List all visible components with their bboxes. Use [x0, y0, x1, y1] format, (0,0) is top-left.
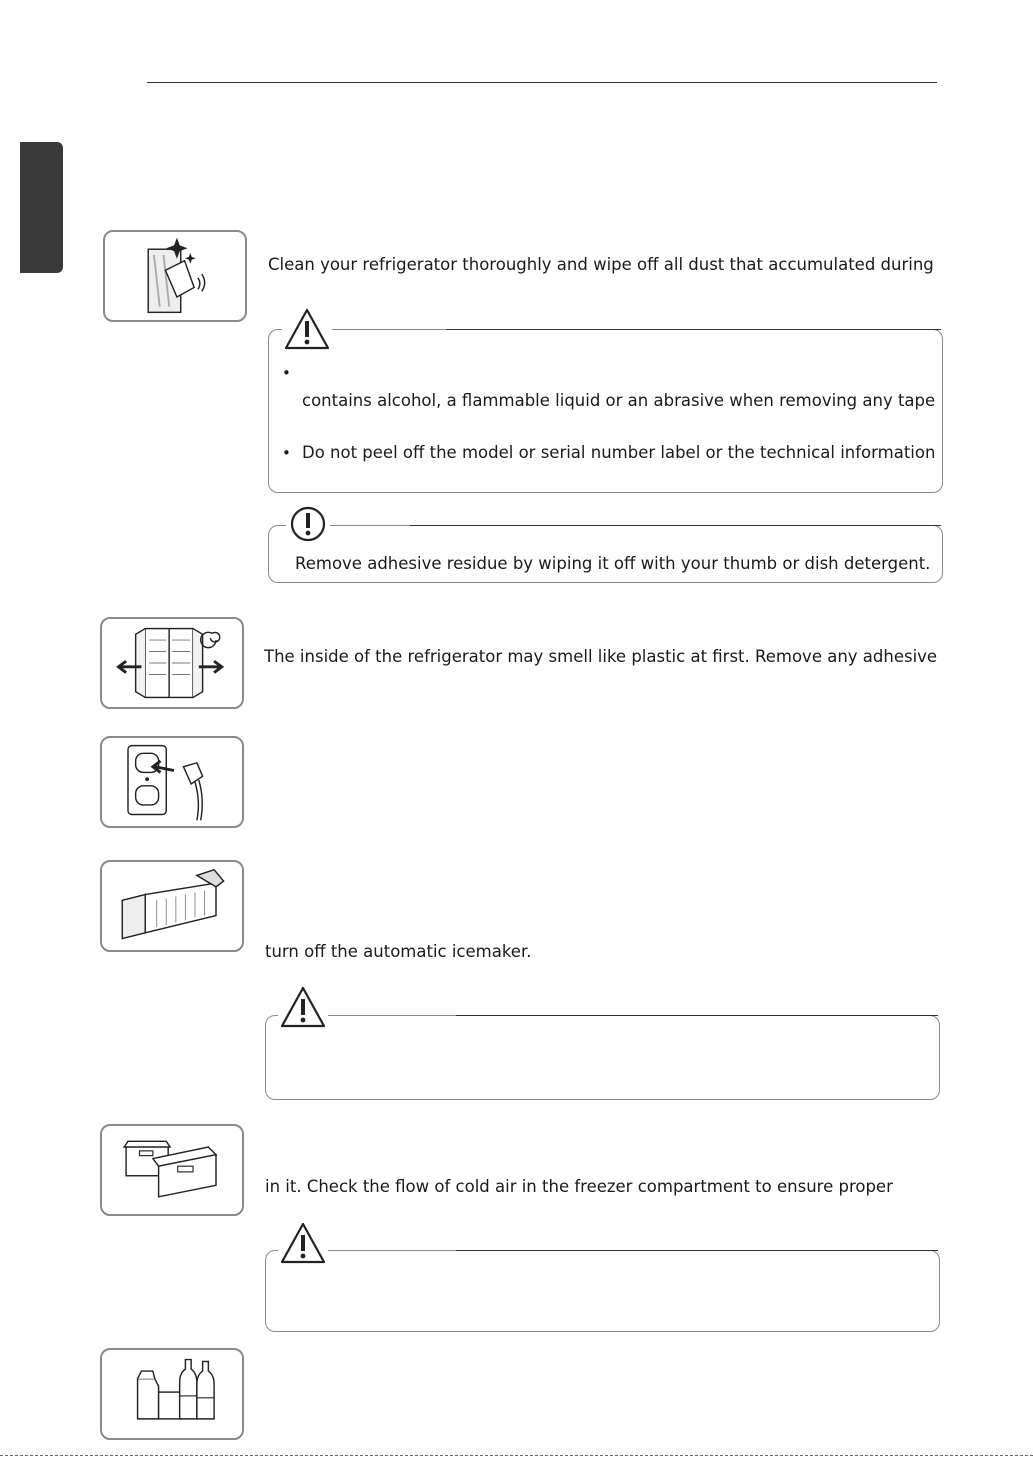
step2-text: The inside of the refrigerator may smell like plastic at first. Remove any adhesive — [264, 647, 938, 666]
caution-box-3 — [265, 1250, 940, 1332]
note-1-rule — [410, 525, 941, 526]
step5-text: in it. Check the flow of cold air in the freezer compartment to ensure proper — [265, 1177, 893, 1196]
exclamation-circle-icon — [286, 504, 330, 544]
section-side-tab — [20, 142, 63, 273]
step4-text: turn off the automatic icemaker. — [265, 942, 532, 961]
caution-box-2 — [265, 1015, 940, 1100]
caution-1-text-2: contains alcohol, a flammable liquid or an abrasive when removing any tape — [302, 391, 936, 410]
header-rule — [147, 82, 937, 83]
caution-1-text-3: Do not peel off the model or serial number label or the technical information — [302, 443, 936, 462]
wipe-cloth-icon — [103, 230, 247, 322]
groceries-bottles-icon — [100, 1348, 244, 1440]
caution-2-rule — [456, 1015, 938, 1016]
caution-1-bullet-2: • — [282, 444, 291, 462]
power-plug-outlet-icon — [100, 736, 244, 828]
page-bottom-cut-line — [0, 1455, 1033, 1456]
caution-1-rule — [446, 329, 941, 330]
open-doors-smell-icon — [100, 617, 244, 709]
food-containers-icon — [100, 1124, 244, 1216]
step1-text: Clean your refrigerator thoroughly and wipe off all dust that accumulated during — [268, 255, 934, 274]
icemaker-icon — [100, 860, 244, 952]
warning-triangle-icon — [278, 1220, 328, 1266]
caution-3-rule — [456, 1250, 938, 1251]
note-1-text: Remove adhesive residue by wiping it off with your thumb or dish detergent. — [295, 554, 931, 573]
warning-triangle-icon — [282, 306, 332, 352]
warning-triangle-icon — [278, 984, 328, 1030]
caution-1-bullet-1: • — [282, 364, 291, 382]
